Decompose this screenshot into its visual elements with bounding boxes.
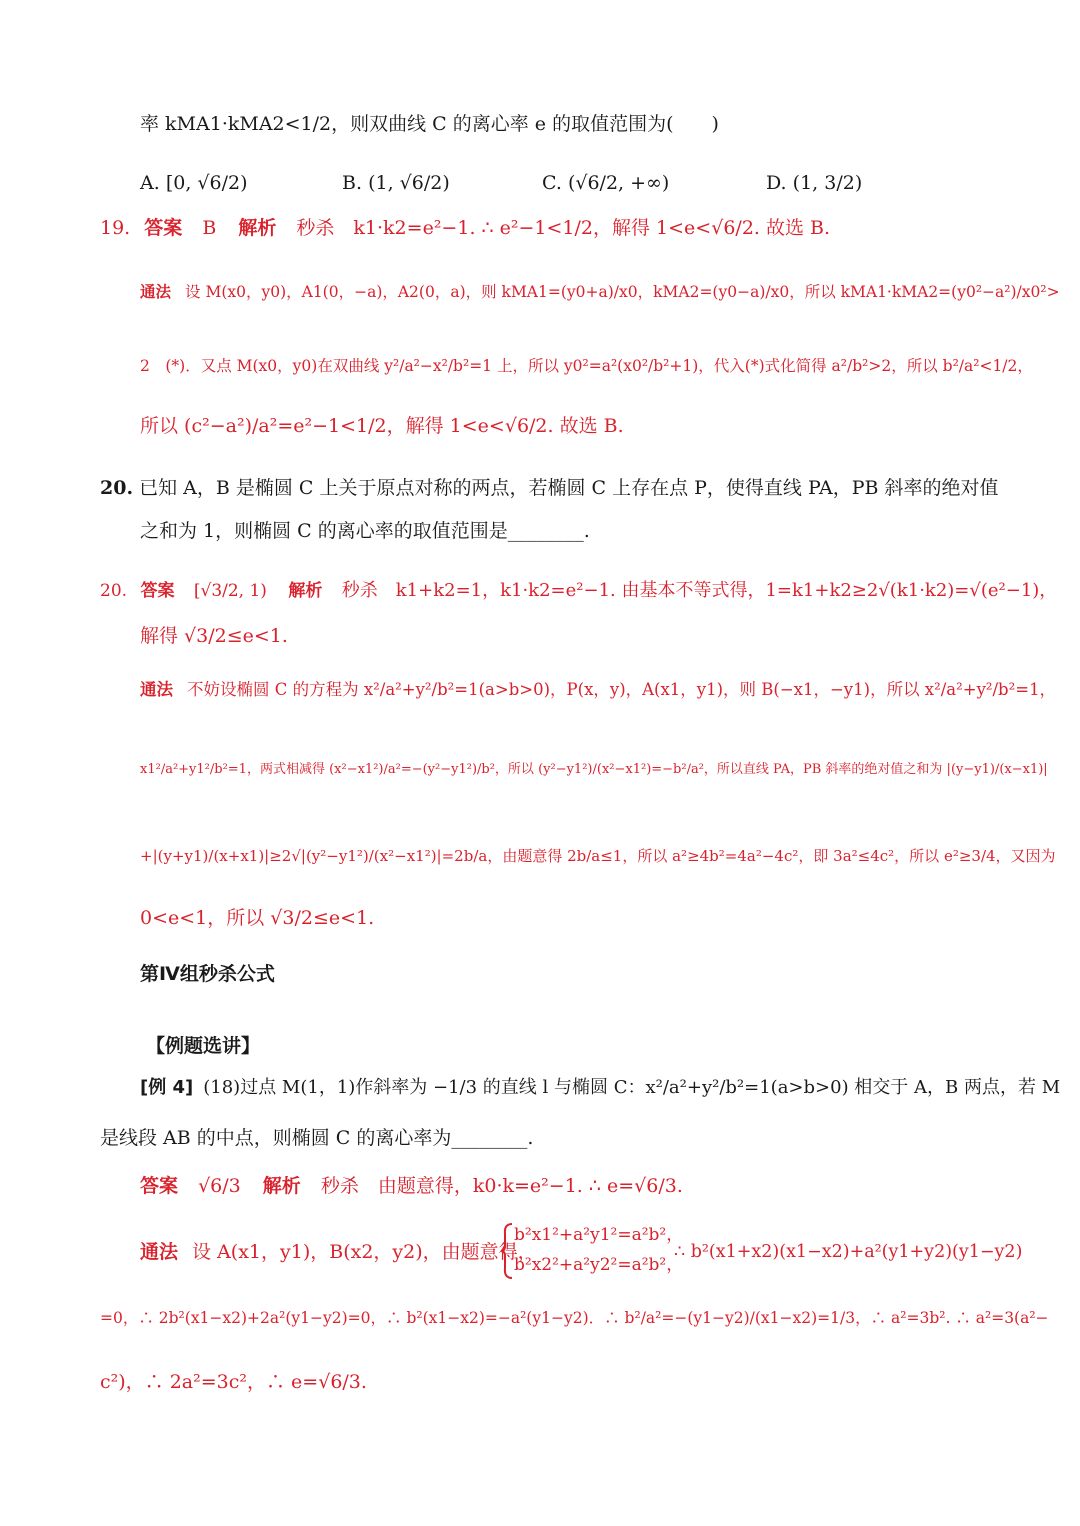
- left-brace-icon: [500, 1222, 514, 1280]
- answer-tag: 答案: [140, 581, 175, 601]
- general-tag: 通法: [140, 283, 172, 301]
- s20-quick-2: 解得 √3/2≤e<1.: [140, 625, 288, 647]
- ex4-quick: 秒杀 由题意得，k0·k=e²−1. ∴ e=√6/3.: [320, 1175, 683, 1197]
- s20-general-l1: 通法 不妨设椭圆 C 的方程为 x²/a²+y²/b²=1(a>b>0)，P(x，y)，A(x1，y1)，则 B(−x1，−y1)，所以 x²/a²+y²/b²=1，: [140, 680, 1057, 699]
- ex4-general-l3: c²)，∴ 2a²=3c²，∴ e=√6/3.: [100, 1371, 367, 1393]
- q20-number: 20.: [100, 477, 134, 499]
- s19-answer: B: [202, 217, 217, 239]
- system-eq-1: b²x1²+a²y1²=a²b²，: [514, 1225, 684, 1245]
- ex4-tag: [例 4]: [140, 1077, 194, 1098]
- ex4-answer-line: [140, 1172, 683, 1200]
- q18-option-b: B. (1, √6/2): [342, 172, 450, 194]
- analysis-tag: 解析: [288, 581, 323, 601]
- ex4-stem-l2: 是线段 AB 的中点，则椭圆 C 的离心率为________.: [100, 1127, 534, 1149]
- s20-answer-line: [100, 577, 1057, 605]
- analysis-tag: 解析: [262, 1175, 301, 1197]
- ex4-general-l2: =0，∴ 2b²(x1−x2)+2a²(y1−y2)=0，∴ b²(x1−x2)=−a²(y1−y2)．∴ b²/a²=−(y1−y2)/(x1−x2)=1/3，∴ a²=3b². ∴ a²=3(a²−: [100, 1309, 1049, 1327]
- ex4-general-l1: 通法 设 A(x1，y1)，B(x2，y2)，由题意得，: [140, 1241, 537, 1263]
- ex4-answer: √6/3: [198, 1175, 241, 1197]
- q18-option-a: A. [0, √6/2): [140, 172, 248, 194]
- q20-stem-l1: 20. 已知 A，B 是椭圆 C 上关于原点对称的两点，若椭圆 C 上存在点 P，使得直线 PA，PB 斜率的绝对值: [100, 477, 999, 499]
- s19-general-l1: 通法 设 M(x0，y0)，A1(0，−a)，A2(0，a)，则 kMA1=(y0+a)/x0，kMA2=(y0−a)/x0，所以 kMA1·kMA2=(y0²−a²)/x0²>: [140, 283, 1060, 301]
- q18-option-d: D. (1, 3/2): [766, 172, 863, 194]
- s19-answer-line: [100, 214, 830, 242]
- s20-number: 20.: [100, 581, 128, 601]
- s19-general-l3: 所以 (c²−a²)/a²=e²−1<1/2，解得 1<e<√6/2. 故选 B.: [140, 415, 624, 437]
- s19-number: 19.: [100, 217, 131, 239]
- s20-answer: [√3/2, 1): [193, 581, 267, 601]
- section-subtitle: 【例题选讲】: [146, 1035, 261, 1057]
- ex4-stem-l1: [例 4] (18)过点 M(1，1)作斜率为 −1/3 的直线 l 与椭圆 C：x²/a²+y²/b²=1(a>b>0) 相交于 A，B 两点，若 M: [140, 1077, 1061, 1098]
- s19-general-l2: 2 (*)．又点 M(x0，y0)在双曲线 y²/a²−x²/b²=1 上，所以 y0²=a²(x0²/b²+1)，代入(*)式化简得 a²/b²>2，所以 b²/a²<1/2，: [140, 357, 1033, 375]
- section-title: 第Ⅳ组秒杀公式: [140, 963, 275, 985]
- s20-general-l4: 0<e<1，所以 √3/2≤e<1.: [140, 907, 375, 929]
- ex4-general-l1b: ∴ b²(x1+x2)(x1−x2)+a²(y1+y2)(y1−y2): [674, 1242, 1023, 1262]
- q18-stem: 率 kMA1·kMA2<1/2，则双曲线 C 的离心率 e 的取值范围为( ): [140, 113, 719, 135]
- general-tag: 通法: [140, 1241, 179, 1263]
- answer-tag: 答案: [140, 1175, 179, 1197]
- general-tag: 通法: [140, 680, 173, 699]
- answer-tag: 答案: [144, 217, 183, 239]
- s20-general-l3: +|(y+y1)/(x+x1)|≥2√|(y²−y1²)/(x²−x1²)|=2b/a，由题意得 2b/a≤1，所以 a²≥4b²=4a²−4c²，即 3a²≤4c²，所以 e²≥3/4，又因为: [140, 847, 1056, 865]
- s19-quick: 秒杀 k1·k2=e²−1. ∴ e²−1<1/2，解得 1<e<√6/2. 故选 B.: [296, 217, 831, 239]
- q20-stem-l2: 之和为 1，则椭圆 C 的离心率的取值范围是________.: [140, 520, 590, 542]
- s20-quick: 秒杀 k1+k2=1，k1·k2=e²−1. 由基本不等式得，1=k1+k2≥2√(k1·k2)=√(e²−1)，: [341, 580, 1058, 601]
- analysis-tag: 解析: [238, 217, 277, 239]
- s20-general-l2: x1²/a²+y1²/b²=1，两式相减得 (x²−x1²)/a²=−(y²−y1²)/b²，所以 (y²−y1²)/(x²−x1²)=−b²/a²，所以直线 PA，PB 斜率的绝对值之和为 |(y−y1)/(x−x1)|: [140, 762, 1048, 777]
- system-eq-2: b²x2²+a²y2²=a²b²，: [514, 1255, 684, 1275]
- q18-option-c: C. (√6/2, +∞): [542, 172, 670, 194]
- ex4-equation-system: [500, 1222, 684, 1280]
